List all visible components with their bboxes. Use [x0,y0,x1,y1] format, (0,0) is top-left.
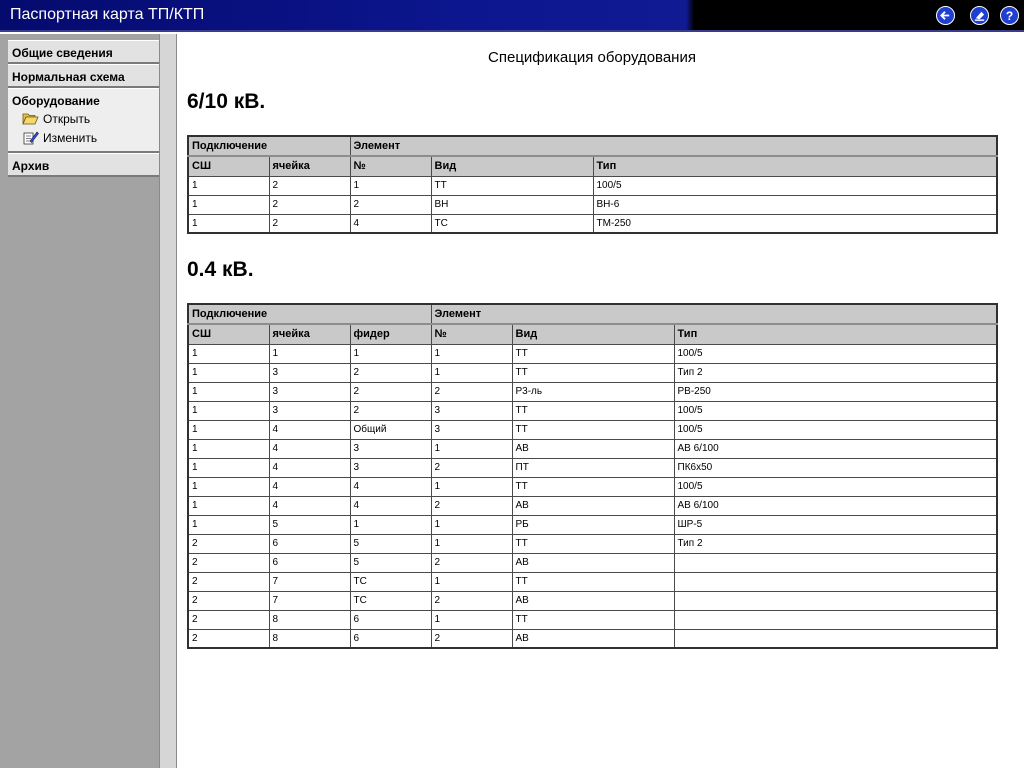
sidebar-item-label: Архив [12,159,50,173]
column-header: Вид [512,324,674,344]
table-cell: 2 [188,610,269,629]
table-row [188,591,997,610]
table-cell: 1 [431,610,512,629]
table-cell: 1 [350,344,431,363]
table-cell: 1 [431,515,512,534]
table-row [188,420,997,439]
table-cell: 6 [269,534,350,553]
table-cell: 1 [188,195,269,214]
table-cell: 1 [188,176,269,195]
table-cell: Тип 2 [674,534,997,553]
sidebar-subitem-edit[interactable] [12,128,155,147]
equipment-table-0-4kv [187,303,998,649]
table-cell: ТМ-250 [593,214,997,233]
table-cell: 2 [431,496,512,515]
table-cell: 1 [431,344,512,363]
table-cell: 1 [350,515,431,534]
section-heading-0-4kv: 0.4 кВ. [187,258,254,281]
table-cell: АВ 6/100 [674,439,997,458]
sidebar-item-label: Оборудование [12,94,100,108]
table-cell: 2 [350,363,431,382]
table-cell: ТТ [512,420,674,439]
table-cell: 2 [431,629,512,648]
table-cell: 1 [188,477,269,496]
table-cell: 3 [431,420,512,439]
table-cell: 6 [350,610,431,629]
table-cell: 5 [269,515,350,534]
table-cell: ШР-5 [674,515,997,534]
table-cell: ТТ [512,363,674,382]
table-cell: Тип 2 [674,363,997,382]
table-cell: ТТ [512,344,674,363]
table-cell: АВ [512,629,674,648]
main-content [177,34,1024,768]
group-header-connection: Подключение [188,136,350,156]
table-cell: 100/5 [593,176,997,195]
table-row [188,176,997,195]
table-cell: 4 [350,214,431,233]
table-body [188,176,997,233]
table-cell: ТТ [512,572,674,591]
table-row [188,496,997,515]
table-row [188,572,997,591]
table-cell: 3 [269,382,350,401]
title-bar [0,0,1024,32]
table-cell [674,591,997,610]
table-cell: 1 [188,458,269,477]
table-cell: ТТ [431,176,593,195]
table-row [188,553,997,572]
back-arrow-icon[interactable] [936,6,955,25]
table-cell: ВН-6 [593,195,997,214]
table-row [188,382,997,401]
column-header: СШ [188,324,269,344]
table-cell: 1 [431,477,512,496]
column-header: № [431,324,512,344]
table-cell: 8 [269,610,350,629]
table-cell: 1 [188,515,269,534]
table-cell: РВ-250 [674,382,997,401]
table-cell: 4 [350,477,431,496]
table-cell: 6 [350,629,431,648]
table-cell: 100/5 [674,420,997,439]
table-cell: 2 [431,458,512,477]
table-cell: 7 [269,591,350,610]
sidebar-subitem-label: Открыть [43,111,91,126]
table-cell: 4 [269,458,350,477]
column-header: ячейка [269,156,350,176]
table-cell: Общий [350,420,431,439]
group-header-element: Элемент [350,136,997,156]
table-row [188,515,997,534]
table-cell: 1 [188,363,269,382]
table-cell [674,553,997,572]
table-cell: 2 [350,195,431,214]
table-cell: 5 [350,534,431,553]
sidebar-item-general[interactable] [8,40,159,64]
table-row [188,439,997,458]
column-header: ячейка [269,324,350,344]
table-row [188,610,997,629]
table-cell [674,629,997,648]
table-cell: 8 [269,629,350,648]
table-cell: 2 [431,553,512,572]
table-cell: 3 [350,458,431,477]
column-header: СШ [188,156,269,176]
table-cell: 100/5 [674,344,997,363]
edit-icon [22,130,39,145]
table-cell: 2 [350,382,431,401]
table-cell: 2 [269,176,350,195]
table-cell: АВ [512,439,674,458]
table-cell: АВ 6/100 [674,496,997,515]
table-column-header [188,156,997,176]
table-cell: 1 [350,176,431,195]
table-cell: 2 [188,629,269,648]
table-row [188,195,997,214]
table-cell: 2 [431,591,512,610]
table-cell: 1 [431,534,512,553]
sidebar-subitem-open[interactable] [12,109,155,128]
table-cell: ТТ [512,610,674,629]
table-cell: 4 [269,439,350,458]
pane-splitter[interactable] [159,34,177,768]
table-cell: 1 [431,572,512,591]
sidebar-item-normal-scheme[interactable] [8,64,159,88]
table-cell: 1 [188,439,269,458]
table-cell: ТТ [512,401,674,420]
table-row [188,363,997,382]
table-cell: РБ [512,515,674,534]
section-heading-6-10kv: 6/10 кВ. [187,90,266,113]
table-cell: ТС [350,572,431,591]
table-cell: 2 [188,591,269,610]
table-row [188,477,997,496]
table-cell: 3 [269,363,350,382]
folder-open-icon [22,111,39,126]
table-cell: АВ [512,591,674,610]
table-cell: Р3-ль [512,382,674,401]
table-cell: 7 [269,572,350,591]
sidebar-item-label: Нормальная схема [12,70,125,84]
table-cell: 3 [269,401,350,420]
table-cell: АВ [512,496,674,515]
table-cell [674,572,997,591]
table-row [188,214,997,233]
table-cell: ПТ [512,458,674,477]
table-cell: 5 [350,553,431,572]
sidebar-item-archive[interactable] [8,153,159,177]
table-cell: ТС [350,591,431,610]
table-cell: 1 [188,214,269,233]
column-header: Вид [431,156,593,176]
column-header: Тип [674,324,997,344]
table-row [188,458,997,477]
table-cell: 1 [431,363,512,382]
table-cell: ВН [431,195,593,214]
table-cell [674,610,997,629]
table-row [188,401,997,420]
table-cell: 4 [269,420,350,439]
table-cell: 2 [431,382,512,401]
table-cell: 1 [188,382,269,401]
table-cell: 4 [269,496,350,515]
table-cell: 3 [350,439,431,458]
table-cell: 1 [269,344,350,363]
table-cell: 2 [269,195,350,214]
table-cell: АВ [512,553,674,572]
table-column-header [188,324,997,344]
table-cell: 100/5 [674,401,997,420]
table-cell: 1 [188,496,269,515]
table-cell: ТС [431,214,593,233]
eraser-icon[interactable] [970,6,989,25]
help-icon[interactable] [1000,6,1019,25]
table-cell: 2 [269,214,350,233]
table-cell: ПК6х50 [674,458,997,477]
table-cell: 6 [269,553,350,572]
table-row [188,534,997,553]
table-row [188,344,997,363]
table-body [188,344,997,648]
sidebar-item-equipment[interactable] [8,88,159,153]
table-cell: ТТ [512,534,674,553]
table-cell: 1 [188,401,269,420]
table-cell: 3 [431,401,512,420]
help-icon-glyph: ? [1005,8,1014,23]
table-cell: ТТ [512,477,674,496]
group-header-connection: Подключение [188,304,431,324]
table-cell: 4 [269,477,350,496]
table-cell: 1 [188,344,269,363]
page-title: Спецификация оборудования [488,49,696,66]
column-header: Тип [593,156,997,176]
table-group-header [188,304,997,324]
table-cell: 2 [350,401,431,420]
table-cell: 2 [188,553,269,572]
app-title: Паспортная карта ТП/КТП [10,6,205,23]
equipment-table-6-10kv [187,135,998,234]
sidebar [0,34,159,768]
table-cell: 1 [431,439,512,458]
table-cell: 1 [188,420,269,439]
group-header-element: Элемент [431,304,997,324]
table-row [188,629,997,648]
sidebar-panel [8,40,159,177]
column-header: № [350,156,431,176]
sidebar-item-label: Общие сведения [12,46,113,60]
table-cell: 2 [188,572,269,591]
sidebar-subitem-label: Изменить [43,130,98,145]
table-cell: 100/5 [674,477,997,496]
table-cell: 4 [350,496,431,515]
table-group-header [188,136,997,156]
table-cell: 2 [188,534,269,553]
column-header: фидер [350,324,431,344]
